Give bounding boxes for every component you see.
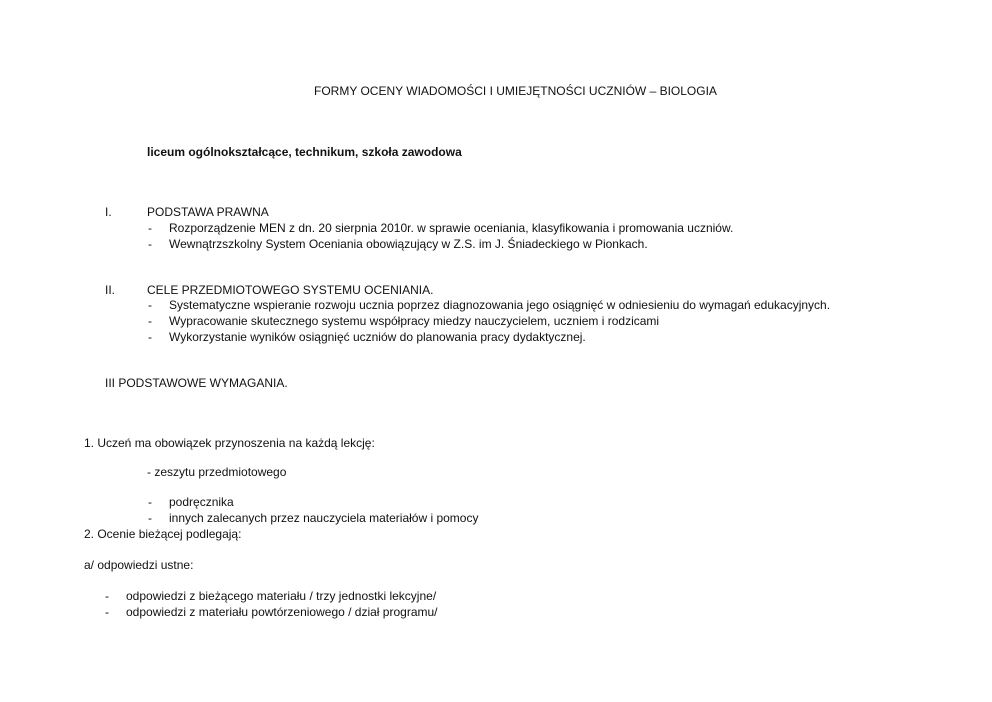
point-2-text: 2. Ocenie bieżącej podlegają: [84,527,242,541]
document-subtitle: liceum ogólnokształcące, technikum, szkoła zawodowa [147,145,462,159]
section-2-numeral: II. [105,283,116,297]
section-1-item: Wewnątrzszkolny System Oceniania obowiązujący w Z.S. im J. Śniadeckiego w Pionkach. [169,237,648,251]
point-1-item: podręcznika [169,495,234,509]
section-1-item: Rozporządzenie MEN z dn. 20 sierpnia 2010r. w sprawie oceniania, klasyfikowania i promowania uczniów. [169,221,734,235]
section-2-item: Systematyczne wspieranie rozwoju ucznia poprzez diagnozowania jego osiągnięć w odniesieniu do wymagań edukacyjnych. [169,298,831,312]
list-bullet: - [105,605,109,619]
section-1-numeral: I. [105,205,112,219]
list-bullet: - [148,330,152,344]
section-2-heading: CELE PRZEDMIOTOWEGO SYSTEMU OCENIANIA. [147,283,434,297]
list-bullet: - [148,511,152,525]
list-bullet: - [148,221,152,235]
point-1-item-plain: - zeszytu przedmiotowego [147,465,287,479]
list-bullet: - [105,589,109,603]
list-bullet: - [148,237,152,251]
section-2-item: Wypracowanie skutecznego systemu współpracy miedzy nauczycielem, uczniem i rodzicami [169,314,660,328]
point-1-text: 1. Uczeń ma obowiązek przynoszenia na każdą lekcję: [84,436,375,450]
document-title: FORMY OCENY WIADOMOŚCI I UMIEJĘTNOŚCI UCZNIÓW – BIOLOGIA [314,84,717,98]
list-bullet: - [148,495,152,509]
list-bullet: - [148,314,152,328]
section-2-item: Wykorzystanie wyników osiągnięć uczniów do planowania pracy dydaktycznej. [169,330,586,344]
section-1-heading: PODSTAWA PRAWNA [147,205,269,219]
section-3-heading: III PODSTAWOWE WYMAGANIA. [105,376,288,390]
list-bullet: - [148,298,152,312]
point-1-item: innych zalecanych przez nauczyciela materiałów i pomocy [169,511,479,525]
point-2-item: odpowiedzi z materiału powtórzeniowego / dział programu/ [126,605,438,619]
point-2-item: odpowiedzi z bieżącego materiału / trzy jednostki lekcyjne/ [126,589,437,603]
point-2-sub-a: a/ odpowiedzi ustne: [84,558,194,572]
